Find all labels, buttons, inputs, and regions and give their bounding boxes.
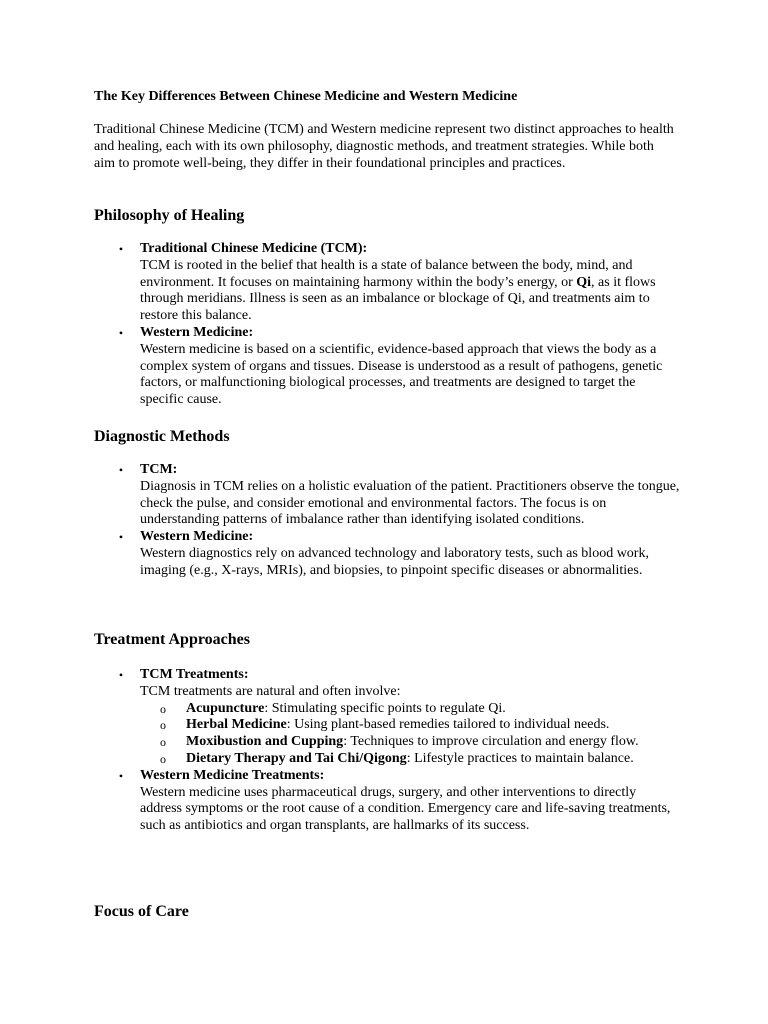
hollow-bullet-icon: o	[160, 751, 166, 766]
diagnostic-list	[94, 462, 680, 580]
list-item	[94, 768, 680, 835]
sublist-item	[140, 734, 680, 751]
bullet-icon: •	[118, 668, 124, 682]
item-text: Western medicine is based on a scientific, evidence-based approach that views the body as a complex system of organs and tissues. Disease is understood as a result of pathogens, genetic factors, or malfunctioning biological processes, and treatments are designed to target the specific cause.	[140, 341, 663, 408]
intro-paragraph: Traditional Chinese Medicine (TCM) and Western medicine represent two distinct approaches to health and healing, each with its own philosophy, diagnostic methods, and treatment strategies. While both aim to promote well-being, they differ in their foundational principles and practices.	[94, 122, 674, 171]
item-text: Western diagnostics rely on advanced technology and laboratory tests, such as blood work, imaging (e.g., X-rays, MRIs), and biopsies, to pinpoint specific diseases or abnormalities.	[140, 545, 649, 578]
item-label: Traditional Chinese Medicine (TCM):	[140, 241, 368, 256]
item-text	[140, 258, 680, 325]
item-label: Western Medicine Treatments:	[140, 767, 325, 783]
hollow-bullet-icon: o	[160, 718, 166, 733]
subitem-term: Moxibustion and Cupping	[186, 734, 344, 750]
section-heading-philosophy: Philosophy of Healing	[94, 207, 245, 224]
sublist-item	[140, 701, 680, 718]
section-heading-treatment: Treatment Approaches	[94, 631, 250, 648]
list-item	[94, 241, 680, 325]
item-text-part: , as it flows through meridians. Illness is seen as an imbalance or blockage of Qi, and treatments aim to restore this balance.	[140, 274, 656, 324]
bullet-icon: •	[118, 530, 124, 545]
subitem-desc: : Techniques to improve circulation and energy flow.	[343, 734, 639, 750]
list-item	[94, 462, 680, 529]
list-item	[94, 325, 680, 409]
list-item	[94, 667, 680, 768]
section-heading-diagnostic: Diagnostic Methods	[94, 428, 230, 445]
treatment-list	[94, 667, 680, 835]
bullet-icon: •	[118, 768, 124, 783]
sublist-item	[140, 717, 680, 734]
item-label: Western Medicine:	[140, 529, 254, 545]
list-item	[94, 529, 680, 579]
philosophy-list	[94, 241, 680, 409]
bullet-icon: •	[118, 463, 124, 477]
bullet-icon: •	[118, 325, 124, 340]
section-heading-focus: Focus of Care	[94, 903, 189, 920]
item-label: TCM:	[140, 462, 178, 477]
subitem-term: Acupuncture	[186, 700, 265, 716]
item-text: Western medicine uses pharmaceutical drugs, surgery, and other interventions to directly address symptoms or the root cause of a condition. Emergency care and life-saving treatments, such as antibiotics and organ transplants, are hallmarks of its success.	[140, 784, 671, 834]
subitem-desc: : Using plant-based remedies tailored to individual needs.	[286, 717, 610, 733]
sublist-item	[140, 751, 680, 768]
item-label: Western Medicine:	[140, 324, 254, 340]
subitem-desc: : Stimulating specific points to regulate Qi.	[264, 700, 506, 716]
bullet-icon: •	[118, 242, 124, 256]
item-text-bold: Qi	[576, 274, 592, 290]
hollow-bullet-icon: o	[160, 701, 166, 716]
item-text: TCM treatments are natural and often involve:	[140, 683, 401, 699]
subitem-term: Herbal Medicine	[186, 717, 287, 733]
item-text: Diagnosis in TCM relies on a holistic evaluation of the patient. Practitioners observe the tongue, check the pulse, and consider emotional and environmental factors. The focus is on understanding patterns of imbalance rather than identifying isolated conditions.	[140, 478, 680, 528]
item-text-part: TCM is rooted in the belief that health is a state of balance between the body, mind, and environment. It focuses on maintaining harmony within the body’s energy, or	[140, 257, 633, 290]
item-label: TCM Treatments:	[140, 667, 249, 682]
subitem-desc: : Lifestyle practices to maintain balance.	[406, 750, 634, 766]
document-title: The Key Differences Between Chinese Medicine and Western Medicine	[94, 89, 518, 104]
treatment-sublist	[140, 701, 680, 768]
subitem-term: Dietary Therapy and Tai Chi/Qigong	[186, 750, 407, 766]
hollow-bullet-icon: o	[160, 735, 166, 750]
